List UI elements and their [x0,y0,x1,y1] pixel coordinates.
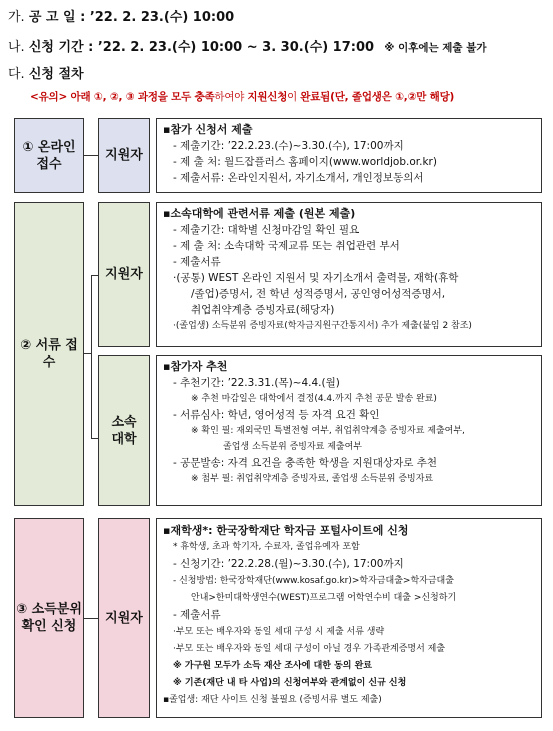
item-prefix: 가. [8,10,29,25]
step3-row: ▪졸업생: 재단 사이트 신청 불필요 (증빙서류 별도 제출) [163,695,382,705]
step2-block2-title: ▪참가자 추천 [163,360,228,373]
apply-period-label: 신청 기간 : [28,40,98,55]
step2-row: - 공문발송: 자격 요건을 충족한 학생을 지원대상자로 추천 [173,457,437,469]
step2-row: - 추천기간: ’22.3.31.(목)~4.4.(월) [173,377,340,389]
step2-row: - 제출기간: 대학별 신청마감일 확인 필요 [173,224,360,236]
step3-row: * 휴학생, 초과 학기자, 수료자, 졸업유예자 포함 [173,542,360,552]
step2-row: ※ 추천 마감일은 대학에서 결정(4.4.까지 추천 공문 발송 완료) [191,394,437,404]
step2-actor-applicant: 지원자 [98,202,150,347]
step3-row: ·부모 또는 배우자와 동일 세대 구성 시 제출 서류 생략 [173,627,385,637]
step2-row: ※ 첨부 필: 취업취약계층 증빙자료, 졸업생 소득분위 증빙자료 [191,474,434,484]
connector [91,275,98,276]
connector [84,155,98,156]
step2-block1-title: ▪소속대학에 관련서류 제출 (원본 제출) [163,207,356,220]
step1-row: - 제출서류: 온라인지원서, 자기소개서, 개인정보동의서 [173,172,424,184]
step2-row: ※ 확인 필: 재외국민 특별전형 여부, 취업취약계층 증빙자료 제출여부, [191,426,465,436]
step2-row: /졸업)증명서, 전 학년 성적증명서, 공인영어성적증명서, [191,288,446,300]
step2-row: 취업취약계층 증빙자료(해당자) [191,304,335,316]
step3-content [156,518,542,718]
step2-row: - 서류심사: 학년, 영어성적 등 자격 요건 확인 [173,409,380,421]
step2-row: - 제출서류 [173,256,221,268]
announce-date-label: 공 고 일 : [28,10,90,25]
step1-label: ① 온라인 접수 [14,118,84,193]
procedure-title: 신청 절차 [28,67,84,82]
step2-row: 졸업생 소득분위 증빙자료 제출여부 [223,442,362,452]
announce-date-value: ’22. 2. 23.(수) 10:00 [89,10,235,25]
step3-title: ▪재학생*: 한국장학재단 학자금 포털사이트에 신청 [163,524,409,537]
procedure-line [8,63,84,82]
step2-row: ·(졸업생) 소득분위 증빙자료(학자금지원구간통지서) 추가 제출(붙임 2 참조) [173,321,472,331]
step3-row: - 신청기간: ’22.2.28.(월)~3.30.(수), 17:00까지 [173,558,404,570]
step3-row: 안내>한미대학생연수(WEST)프로그램 어학연수비 대출 >신청하기 [191,593,457,603]
step2-row: ·(공통) WEST 온라인 지원서 및 자기소개서 출력물, 재학(휴학 [173,272,459,284]
step3-row: ※ 가구원 모두가 소득 재산 조사에 대한 동의 완료 [173,661,373,671]
step3-row: - 제출서류 [173,609,221,621]
step2-label: ② 서류 접수 [14,202,84,506]
step2-actor-university: 소속 대학 [98,355,150,506]
apply-period-line [8,36,487,55]
step1-content [156,118,542,193]
step3-row: - 신청방법: 한국장학재단(www.kosaf.go.kr)>학자금대출>학자금대출 [173,576,454,586]
item-prefix: 나. [8,40,29,55]
connector [91,275,92,438]
connector [84,618,98,619]
step1-actor: 지원자 [98,118,150,193]
step1-row: - 제 출 처: 월드잡플러스 홈페이지(www.worldjob.or.kr) [173,156,437,168]
apply-period-value: ’22. 2. 23.(수) 10:00 ~ 3. 30.(수) 17:00 [97,40,375,55]
deadline-note: ※ 이후에는 제출 불가 [384,42,487,54]
step2-content-university [156,355,542,506]
step2-row: - 제 출 처: 소속대학 국제교류 또는 취업관련 부서 [173,240,400,252]
step2-content-applicant [156,202,542,347]
announce-date-line [8,6,234,25]
item-prefix: 다. [8,67,29,82]
warning-note: <유의> 아래 ①, ②, ③ 과정을 모두 충족하여야 지원신청이 완료됨(단, 졸업생은 ①,②만 해당) [30,91,455,103]
step3-row: ※ 기존(재단 내 타 사업)의 신청여부와 관계없이 신규 신청 [173,678,407,688]
step3-actor: 지원자 [98,518,150,718]
step1-row: - 제출기간: ’22.2.23.(수)~3.30.(수), 17:00까지 [173,140,404,152]
step3-label: ③ 소득분위 확인 신청 [14,518,84,718]
step1-title: ▪참가 신청서 제출 [163,123,253,136]
step3-row: ·부모 또는 배우자와 동일 세대 구성이 아닐 경우 가족관계증명서 제출 [173,644,446,654]
connector [91,438,98,439]
